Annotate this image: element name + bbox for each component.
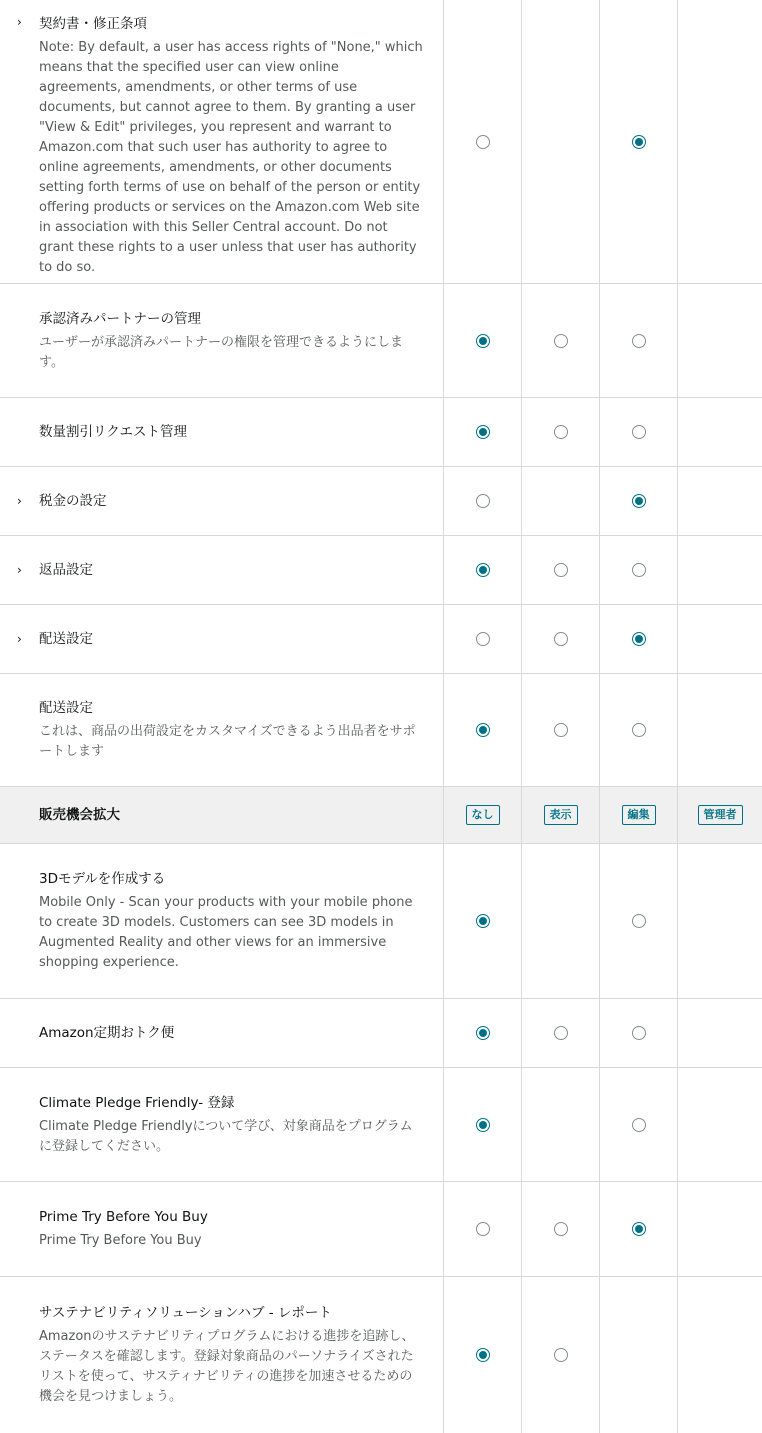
permission-name: 数量割引リクエスト管理: [39, 424, 187, 440]
permission-row-3d-model: [0, 844, 762, 999]
radio-none[interactable]: [476, 425, 490, 439]
permission-row-shipping-settings: [0, 605, 762, 674]
section-title: 販売機会拡大: [39, 807, 120, 823]
column-badge-view: 表示: [544, 805, 578, 825]
permission-name: 配送設定: [39, 700, 93, 716]
permission-description: ユーザーが承認済みパートナーの権限を管理できるようにします。: [39, 334, 404, 370]
radio-edit[interactable]: [632, 563, 646, 577]
radio-view[interactable]: [554, 723, 568, 737]
radio-none[interactable]: [476, 494, 490, 508]
radio-view[interactable]: [554, 632, 568, 646]
radio-view[interactable]: [554, 334, 568, 348]
column-badge-admin: 管理者: [698, 805, 743, 825]
permission-description: Climate Pledge Friendlyについて学び、対象商品をプログラムに登録してください。: [39, 1118, 413, 1154]
permission-description: Prime Try Before You Buy: [39, 1233, 202, 1248]
chevron-right-icon[interactable]: ›: [17, 15, 22, 29]
permission-name: Amazon定期おトク便: [39, 1025, 175, 1041]
radio-none[interactable]: [476, 563, 490, 577]
permission-description: Note: By default, a user has access rights of "None," which means that the specified user can view online agreements, amendments, or other terms of use documents, but cannot agree to them. By granting a user "View & Edit" privileges, you represent and warrant to Amazon.com that such user has authority to agree to online agreements, amendments, or other documents setting forth terms of use on behalf of the person or entity offering products or services on the Amazon.com Web site in association with this Seller Central account. Do not grant these rights to a user unless that user has authority to do so.: [39, 40, 423, 275]
radio-none[interactable]: [476, 632, 490, 646]
permission-name: サステナビリティソリューションハブ - レポート: [39, 1305, 332, 1321]
permission-row-quantity-discount: [0, 398, 762, 467]
radio-edit[interactable]: [632, 425, 646, 439]
permission-name: Climate Pledge Friendly- 登録: [39, 1094, 235, 1111]
permission-name: Prime Try Before You Buy: [39, 1209, 208, 1225]
permission-description: Mobile Only - Scan your products with your mobile phone to create 3D models. Customers can see 3D models in Augmented Reality and other views for an immersive shopping experience.: [39, 895, 413, 970]
radio-none[interactable]: [476, 334, 490, 348]
chevron-right-icon[interactable]: ›: [17, 494, 22, 508]
radio-view[interactable]: [554, 1222, 568, 1236]
radio-view[interactable]: [554, 1026, 568, 1040]
radio-none[interactable]: [476, 1222, 490, 1236]
column-badge-none: なし: [466, 805, 500, 825]
radio-view[interactable]: [554, 425, 568, 439]
radio-edit[interactable]: [632, 1118, 646, 1132]
permission-row-approved-partners: [0, 284, 762, 398]
radio-view[interactable]: [554, 563, 568, 577]
column-badge-edit: 編集: [622, 805, 656, 825]
chevron-right-icon[interactable]: ›: [17, 563, 22, 577]
permission-row-shipping-settings-detail: [0, 674, 762, 787]
radio-edit[interactable]: [632, 914, 646, 928]
permission-name: 契約書・修正条項: [39, 16, 147, 32]
radio-none[interactable]: [476, 1348, 490, 1362]
radio-none[interactable]: [476, 1118, 490, 1132]
radio-view[interactable]: [554, 1348, 568, 1362]
permission-name: 返品設定: [39, 562, 93, 578]
radio-none[interactable]: [476, 914, 490, 928]
radio-edit[interactable]: [632, 494, 646, 508]
permission-description: Amazonのサステナビリティプログラムにおける進捗を追跡し、ステータスを確認します。登録対象商品のパーソナライズされたリストを使って、サスティナビリティの進捗を加速させるための機会を見つけましょう。: [39, 1329, 415, 1404]
permission-row-agreements: [0, 0, 762, 284]
permission-name: 税金の設定: [39, 493, 107, 509]
permission-row-subscribe-save: [0, 999, 762, 1068]
permission-row-climate-pledge: [0, 1068, 762, 1182]
radio-none[interactable]: [476, 1026, 490, 1040]
permission-row-return-settings: [0, 536, 762, 605]
permission-name: 3Dモデルを作成する: [39, 871, 166, 887]
chevron-right-icon[interactable]: ›: [17, 632, 22, 646]
radio-edit[interactable]: [632, 632, 646, 646]
radio-edit[interactable]: [632, 135, 646, 149]
radio-none[interactable]: [476, 723, 490, 737]
permission-row-prime-try: [0, 1182, 762, 1277]
permission-row-sustainability-hub: [0, 1277, 762, 1433]
radio-edit[interactable]: [632, 723, 646, 737]
radio-edit[interactable]: [632, 1222, 646, 1236]
permission-description: これは、商品の出荷設定をカスタマイズできるよう出品者をサポートします: [39, 724, 416, 759]
permission-row-tax-settings: [0, 467, 762, 536]
radio-none[interactable]: [476, 135, 490, 149]
radio-edit[interactable]: [632, 1026, 646, 1040]
radio-edit[interactable]: [632, 334, 646, 348]
permission-name: 配送設定: [39, 631, 93, 647]
section-header: [0, 787, 762, 844]
permission-name: 承認済みパートナーの管理: [39, 310, 201, 327]
